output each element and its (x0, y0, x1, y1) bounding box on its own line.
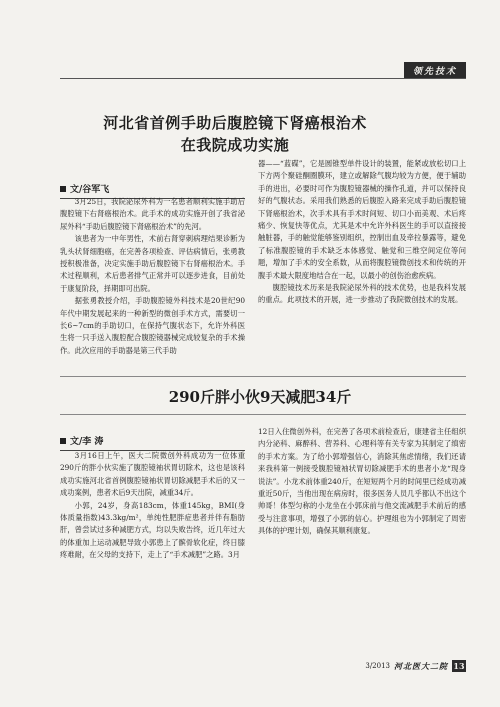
paragraph: 据张勇教授介绍，手助腹腔镜外科技术是20世纪90年代中期发展起来的一种新型的微创手术方式，需要切一长6~7cm的手助切口，在保持气腹状态下，允许外科医生将一只手送入腹腔配合腹腔镜器械完成较复杂的手术操作。此次应用的手助器是第三代手助 (60, 296, 245, 355)
paragraph: 腹腔镜技术历来是我院泌尿外科的技术优势，也是我科发展的重点。此项技术的开展，进一步推动了我院微创技术的发展。 (258, 283, 466, 305)
paragraph: 小郭，24岁，身高183cm，体重145kg，BMI(身体质量指数)43.3kg/m²，单纯性肥胖症患者并伴有脂肪肝，曾尝试过多种减肥方式，均以失败告终，近几年过大的体重加上运动减肥导致小郭患上了髌骨软化症，终日膝疼难耐，在父母的支持下，走上了“手术减肥”之路。3月 (60, 500, 245, 560)
article2-title: 290斤胖小伙9天减肥34斤 (168, 388, 352, 406)
page-footer (365, 660, 466, 672)
square-bullet-icon (60, 438, 66, 444)
page-number: 13 (453, 661, 465, 671)
article1-author: 文/谷军飞 (70, 185, 110, 195)
article2-byline (60, 434, 245, 447)
article2-author: 文/李 涛 (70, 437, 104, 447)
article1-title-line1: 河北省首例手助后腹腔镜下肾癌根治术 (103, 114, 367, 132)
paragraph: 器——“蓝碟”，它是圆锥型单件设计的装置，能紧或放松切口上下方两个聚硅酮圈膜环，建立或解除气腹均较为方便，便于辅助手的进出，必要时可作为腹腔镜器械的操作孔道，并可以保持良好的气腹状态。采用我们熟悉的后腹腔入路来完成手助后腹腔镜下肾癌根治术，次手术具有手术时间短、切口小而美观、术后疼痛少、恢复快等优点，尤其是术中允许外科医生的手可以直接接触脏器，手的触觉能够鉴别组织，控制出血及牵拉暴露等，避免了标准腹腔镜的手术缺乏本体感觉、触觉和三维空间定位等问题，增加了手术的安全系数，从而将腹腔镜微创技术和传统的开腹手术最大限度地结合在一起，以最小的创伤治愈疾病。 (258, 159, 466, 280)
article1-col-left (60, 196, 245, 376)
magazine-name: 河北医大二院 (394, 660, 448, 671)
paragraph: 3月16日上午，医大二院微创外科成功为一位体重290斤的胖小伙实施了腹腔镜袖状胃切除术，这也是该科成功实施河北省首例腹腔镜袖状胃切除减肥手术后的又一成功案例，患者术后9天出院，减重34斤。 (60, 451, 245, 498)
paragraph: 12日入住微创外科，在完善了各项术前检查后，康建省主任组织内分泌科、麻醉科、营养科、心理科等有关专家为其制定了缜密的手术方案。为了给小郭增强信心，消除其焦虑情绪，我们还请来我科第一例接受腹腔镜袖状胃切除减肥手术的患者小龙“现身说法”。小龙术前体重240斤，在短短两个月的时间里已经成功减重近50斤，当他出现在病房时，很多医务人员几乎都认不出这个帅哥！体型匀称的小龙坐在小郭床前与他交流减肥手术前后的感受与注意事项，增强了小郭的信心。护理组也为小郭制定了周密具体的护理计划，确保其顺利康复。 (258, 427, 466, 536)
section-divider (60, 414, 466, 415)
article1-title (70, 112, 400, 156)
article1-byline (60, 182, 245, 195)
article2-col-left (60, 450, 245, 650)
top-rule (60, 78, 466, 79)
article1-title-line2: 在我院成功实施 (180, 136, 290, 154)
section-divider (60, 376, 466, 377)
paragraph: 该患者为一中年男性，术前右肾穿刺病理结果诊断为乳头状肾细胞癌，在完善各项检查、评估病情后，张勇教授积极准备，决定实施手助后腹腔镜下右肾癌根治术。手术过程顺利，术后患者排气正常并可以逐步进食，目前处于康复阶段，择期即可出院。 (60, 234, 245, 293)
issue-number: 3/2013 (365, 662, 390, 670)
paragraph: 3月25日，我院泌尿外科为一名患者顺利实施手助后腹腔镜下右肾癌根治术。此手术的成功实施开创了我省泌尿外科“手助后腹腔镜下肾癌根治术”的先河。 (60, 197, 245, 231)
square-bullet-icon (60, 186, 66, 192)
article2-col-right (258, 426, 466, 654)
section-tab: 领先技术 (404, 62, 466, 79)
article1-col-right (258, 158, 466, 374)
